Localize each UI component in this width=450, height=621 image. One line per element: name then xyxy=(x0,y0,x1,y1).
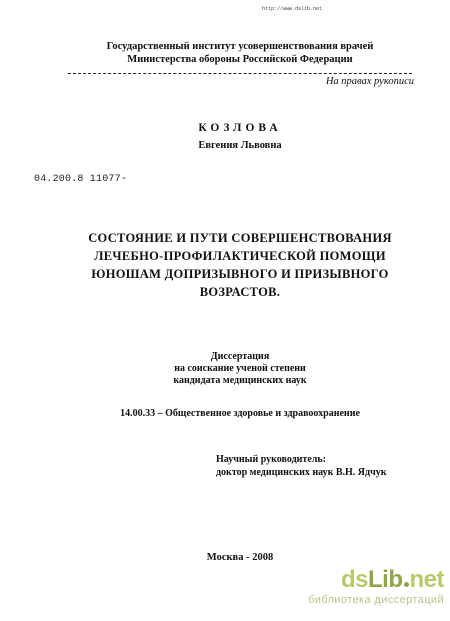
logo-dot-icon xyxy=(404,582,409,587)
advisor-line-2: доктор медицинских наук В.Н. Ядчук xyxy=(216,467,387,478)
degree-line-1: Диссертация xyxy=(210,351,270,362)
scientific-advisor xyxy=(216,453,436,479)
logo-part-ds: ds xyxy=(340,566,368,593)
institution-line-1: Государственный институт усовершенствования врачей xyxy=(106,41,374,52)
author-given-names: Евгения Львовна xyxy=(198,140,282,151)
dslib-watermark xyxy=(268,568,444,606)
title-line: ЮНОШАМ ДОПРИЗЫВНОГО И ПРИЗЫВНОГО xyxy=(91,267,389,281)
place-year: Москва - 2008 xyxy=(206,552,274,563)
rights-note: На правах рукописи xyxy=(325,76,414,87)
specialty-code: 14.00.33 – Общественное здоровье и здравоохранение xyxy=(120,408,360,419)
author-surname: КОЗЛОВА xyxy=(198,122,282,134)
degree-line-2: на соискание ученой степени xyxy=(174,363,306,374)
logo-part-lib: Lib xyxy=(368,566,403,593)
top-url-mark: http://www.dslib.net xyxy=(262,6,323,12)
dissertation-title xyxy=(60,229,420,301)
degree-line-3: кандидата медицинских наук xyxy=(173,375,307,386)
watermark-subtitle: библиотека диссертаций xyxy=(308,594,444,606)
institution-header xyxy=(60,40,420,66)
advisor-line-1: Научный руководитель: xyxy=(216,454,326,465)
title-line: ВОЗРАСТОВ. xyxy=(199,285,281,299)
registration-stamp: 04.200.8 11077- xyxy=(34,173,128,186)
title-line: СОСТОЯНИЕ И ПУТИ СОВЕРШЕНСТВОВАНИЯ xyxy=(88,231,392,245)
logo-part-net: net xyxy=(409,566,444,593)
degree-statement xyxy=(90,351,390,387)
institution-line-2: Министерства обороны Российской Федерации xyxy=(127,54,353,65)
header-divider xyxy=(68,73,412,74)
title-line: ЛЕЧЕБНО-ПРОФИЛАКТИЧЕСКОЙ ПОМОЩИ xyxy=(94,249,386,263)
dslib-logo xyxy=(268,568,444,592)
